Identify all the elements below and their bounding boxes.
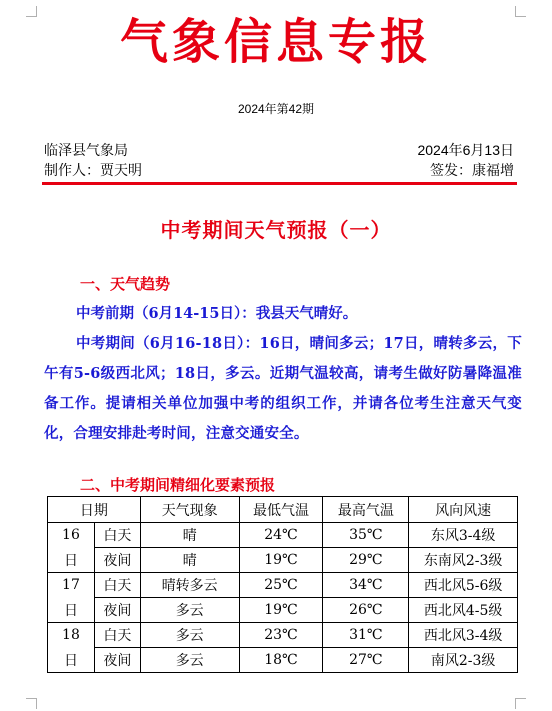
crop-mark-bottom-left xyxy=(26,698,37,709)
paragraph-exam-period: 中考期间（6月16-18日）：16日，晴间多云；17日，晴转多云，下午有5-6级西北风；18日，多云。近期气温较高，请考生做好防暑降温准备工作。提请相关单位加强中考的组织工作，并请各位考生注意天气变化，合理安排赴考时间，注意交通安全。 xyxy=(44,335,522,442)
section-heading-trend: 一、天气趋势 xyxy=(80,275,171,293)
forecast-table xyxy=(47,496,518,673)
weather: 多云 xyxy=(140,598,239,623)
wind: 东风3-4级 xyxy=(409,523,518,548)
period: 白天 xyxy=(94,623,140,648)
header-low-temp: 最低气温 xyxy=(239,497,323,523)
header-high-temp: 最高气温 xyxy=(323,497,409,523)
document-title: 中考期间天气预报（一） xyxy=(160,218,392,242)
table-row xyxy=(48,648,518,673)
high-temp: 31℃ xyxy=(323,623,409,648)
weather: 多云 xyxy=(140,648,239,673)
period: 夜间 xyxy=(94,648,140,673)
weather: 晴 xyxy=(140,548,239,573)
wind: 南风2-3级 xyxy=(409,648,518,673)
header-divider xyxy=(42,182,517,185)
table-row xyxy=(48,548,518,573)
period: 夜间 xyxy=(94,598,140,623)
day-unit: 日 xyxy=(48,548,95,573)
meta-left xyxy=(44,140,142,180)
low-temp: 23℃ xyxy=(239,623,323,648)
table-row xyxy=(48,623,518,648)
meta-right xyxy=(417,140,514,180)
wind: 西北风3-4级 xyxy=(409,623,518,648)
wind: 西北风4-5级 xyxy=(409,598,518,623)
header-weather: 天气现象 xyxy=(140,497,239,523)
signer: 签发：康福增 xyxy=(430,162,514,178)
masthead-title: 气象信息专报 xyxy=(119,14,432,70)
low-temp: 19℃ xyxy=(239,598,323,623)
day-unit: 日 xyxy=(48,648,95,673)
day-unit: 日 xyxy=(48,598,95,623)
high-temp: 34℃ xyxy=(323,573,409,598)
wind: 东南风2-3级 xyxy=(409,548,518,573)
period: 白天 xyxy=(94,523,140,548)
weather: 晴转多云 xyxy=(140,573,239,598)
high-temp: 26℃ xyxy=(323,598,409,623)
low-temp: 18℃ xyxy=(239,648,323,673)
high-temp: 27℃ xyxy=(323,648,409,673)
issue-number: 2024年第42期 xyxy=(237,102,315,116)
table-row xyxy=(48,523,518,548)
low-temp: 19℃ xyxy=(239,548,323,573)
author: 制作人：贾天明 xyxy=(44,162,142,178)
table-row xyxy=(48,598,518,623)
weather: 多云 xyxy=(140,623,239,648)
low-temp: 24℃ xyxy=(239,523,323,548)
day-number: 16 xyxy=(48,523,95,548)
weather: 晴 xyxy=(140,523,239,548)
period: 夜间 xyxy=(94,548,140,573)
day-number: 17 xyxy=(48,573,95,598)
day-number: 18 xyxy=(48,623,95,648)
table-header-row xyxy=(48,497,518,523)
period: 白天 xyxy=(94,573,140,598)
high-temp: 35℃ xyxy=(323,523,409,548)
high-temp: 29℃ xyxy=(323,548,409,573)
issuer: 临泽县气象局 xyxy=(44,142,128,158)
wind: 西北风5-6级 xyxy=(409,573,518,598)
header-date: 日期 xyxy=(48,497,141,523)
section-heading-forecast: 二、中考期间精细化要素预报 xyxy=(80,476,276,494)
table-row xyxy=(48,573,518,598)
crop-mark-bottom-right xyxy=(515,698,526,709)
paragraph-pre-exam: 中考前期（6月14-15日）：我县天气晴好。 xyxy=(76,305,358,322)
issue-date: 2024年6月13日 xyxy=(417,142,514,158)
header-wind: 风向风速 xyxy=(409,497,518,523)
low-temp: 25℃ xyxy=(239,573,323,598)
